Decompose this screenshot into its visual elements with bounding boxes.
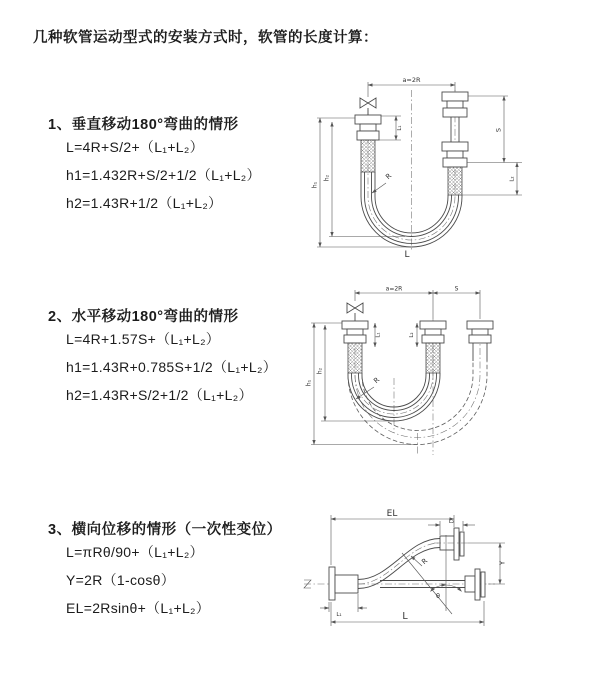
braided-section [361,140,375,172]
section-2-formulas [66,325,277,409]
dim-l2 [409,323,417,347]
formula-line: h2=1.43R+S/2+1/2（L₁+L₂） [66,387,253,403]
radius-leader [356,376,381,399]
dim-s [433,286,480,320]
right-end-fitting [442,92,468,195]
dim-s [467,96,522,163]
dim-label-s: S [494,127,503,133]
dim-label-h2: h₂ [316,367,324,375]
page-title: 几种软管运动型式的安装方式时，软管的长度计算： [33,30,378,46]
left-end-fitting [329,567,358,600]
dim-label-l: L [402,611,408,622]
formula-line: h1=1.43R+0.785S+1/2（L₁+L₂） [66,359,277,375]
dim-label-h2: h₂ [323,174,331,182]
formula-line: EL=2Rsinθ+（L₁+L₂） [66,600,211,616]
valve-icon [360,98,376,115]
dim-label-s: S [454,285,459,293]
formula-line: L=4R+1.57S+（L₁+L₂） [66,331,221,347]
dim-label-l1: L₁ [375,332,382,338]
formula-line: L=4R+S/2+（L₁+L₂） [66,139,204,155]
formula-line: Y=2R（1-cosθ） [66,572,176,588]
diagram-lateral-displacement [300,505,595,645]
dim-label-theta: θ [436,592,440,600]
section-1-heading: 1、垂直移动180°弯曲的情形 [48,117,239,133]
radius-leader [411,556,429,566]
upper-right-end-fitting [434,528,470,560]
dim-el [331,509,454,565]
dim-l1 [375,323,382,347]
braided-section [348,343,362,373]
diagram-horizontal-180-bend [305,283,590,463]
diagram-vertical-180-bend [310,70,580,265]
dim-label-l-total: L [404,250,410,260]
valve-icon [347,303,363,321]
dim-label-r: R [384,171,394,182]
hose-u-bend-displaced [348,361,487,445]
braided-section [426,343,440,373]
left-end-fitting [355,115,381,172]
formula-line: L=πRθ/90+（L₁+L₂） [66,544,204,560]
straight-pipe-original-position [380,569,485,600]
left-end-fitting [342,321,368,373]
dim-l-total [331,601,484,626]
dim-label-l1: L₁ [397,125,403,131]
dim-l2 [428,519,475,535]
dim-label-a2r: a=2R [385,285,403,293]
dim-label-el: EL [386,509,398,519]
formula-line: h2=1.43R+1/2（L₁+L₂） [66,195,223,211]
dim-label-h1: h₁ [305,379,313,387]
section-3-formulas [66,538,210,622]
dim-label-l1: L₁ [336,612,342,618]
hose-centerline [355,321,433,414]
formula-line: h1=1.432R+S/2+1/2（L₁+L₂） [66,167,261,183]
section-2-heading: 2、水平移动180°弯曲的情形 [48,309,239,325]
dim-a2r [355,286,433,320]
dim-l1 [320,594,367,618]
middle-end-fitting [420,321,446,373]
dim-label-a2r: a=2R [402,76,421,84]
dim-label-r: R [372,375,382,386]
dim-label-l2: L₂ [509,176,516,182]
dim-label-h1: h₁ [311,181,319,189]
dim-label-l2: L₂ [448,519,455,525]
dim-label-l2: L₂ [409,332,415,338]
dim-label-y: Y [498,560,507,566]
braided-section [448,167,462,195]
section-1-formulas [66,133,261,217]
section-3-heading: 3、横向位移的情形（一次性变位） [48,522,282,538]
dim-l1 [379,116,403,140]
dim-label-r: R [420,556,430,567]
dim-l2 [462,163,522,196]
